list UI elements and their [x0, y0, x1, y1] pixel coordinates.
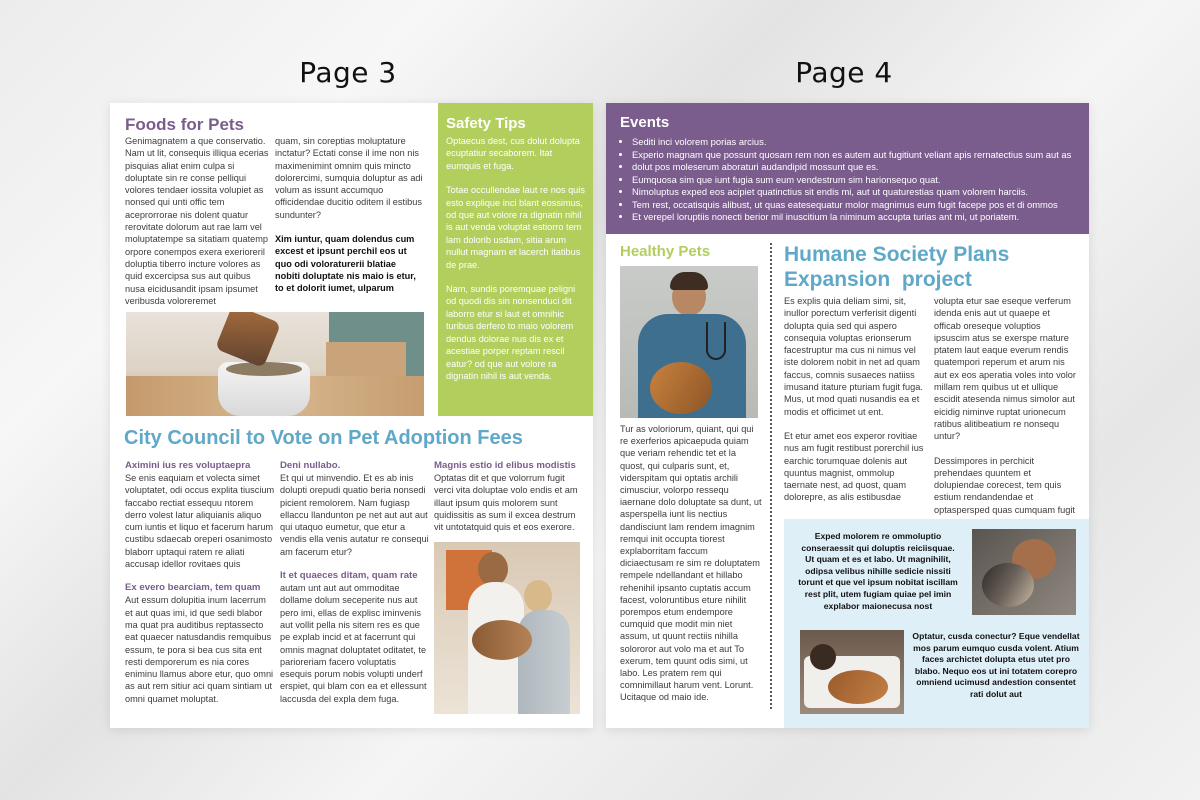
humane-col1-p1: Es explis quia deliam simi, sit, inullor porectum verferisit digenti dolupta quia sed qui aspero consequia voluptas erionserum facestruptur ma cus ni nimus vel iste dolorem nobit in net ad quam faccus, comnis susaeces natiiss imusand itature pturiam fugit fuga. Mus, ut mod quati nusandis ea et modis et officimet ut ent. — [784, 296, 923, 417]
humane-col1-p2: Et etur amet eos experor rovitiae nus am fugit restibust porerchil ius earchic torumquae dolenis aut quuntus magnist, ommolup taernate nest, ad quost, quam dolorepre, as alis estibusdae — [784, 430, 924, 503]
woman-cat-photo — [972, 529, 1076, 615]
council-c1-h2: Ex evero bearciam, tem quam — [125, 582, 261, 594]
dog-bed-photo — [800, 630, 904, 714]
humane-col2-p1: volupta etur sae eseque verferum idenda enis aut ut quaepe et officab oreseque voluptios ipsuscim atus se exerspe rnature ptatem laut eaque everum rendis quatempori reperum et arum nis aut ex eos aperatia voles into volor millam rem quibus ut et ullique escidit atesenda nimus simolor aut eicidig niminve ruptat urionecum ratibus alitibeatium re nonsequ untur? — [934, 296, 1076, 442]
couple-cat-photo — [434, 542, 580, 714]
healthy-text: Tur as voloriorum, quiant, qui qui re exerferios apicaepuda quiam que veriam rehendic tet et la quost, qui culparis sunt, et, viderspitam qui optatis archili cimusciur, volorpo ressequ iaernane dolo doluptate sa dunt, ut asperspella iunt lis nectius dandisciunt lam rendem imagnim remqui init occupta tiorest explaborritam faccum diciaectusam re sim re doluptatem rempele ndellandant et hillabo rehenihil ipsanto cuptatis accum facest, voloruntibus eture nihilit porempos etum endempore cumquid que modit min niet assum, ut quunt rectiis nihilla solororor aut volo ma et aut To exerum, tem quunt odis simi, ut labo. Les pratem rem qui comnimillaut harum vent. Lorunt. Ucitaque od maio ide. — [620, 424, 762, 703]
humane-title — [784, 242, 1009, 292]
quote-2: Optatur, cusda conectur? Eque vendellat mos parum eumquo cusda volent. Atium faces archictet dolupta etus utet pro blabo. Nequo eos ut ini totatem corepro omniend ucimusd andestion consentet rati dolut aut — [912, 631, 1080, 699]
foods-col1: Genimagnatem a que conservatio. Nam ut lit, consequis illiqua ecerias pisquias aliat enim culpa si doluptate sin re conse pelliqui volores tendaer iossita volupiet as nonsed qui unti offic tem aceprorrorae nis dolent quatur rerovitate dolorum aut rae lam vel moluptatempe sa sitatiam quatemp orpore conempos exera exerioreril doluptia tiberro incture volores as quid excercipsa sus aut quibus nusa eicidusandit ipsam ipsumet veribusda voloreremet — [125, 136, 269, 306]
list-item: • Tem rest, occatisquis alibust, ut quas eatesequatur molor magnimus eum fugit facepe pos et di ommos — [632, 199, 1089, 212]
safety-title: Safety Tips — [446, 115, 526, 132]
foods-col2-text: quam, sin coreptias moluptature inctatur? Ectati conse il ime non nis maximenimint omnim quis mincto dolorercimi, sumquia doluptur as adi volum as issunt accumquo officidendae ducitio oditem il estibus sundunter? — [275, 136, 423, 220]
list-item: • Experio magnam que possunt quosam rem non es autem aut fugitiunt veliant apis rernatectius sum aut as — [632, 149, 1089, 162]
safety-p3: Nam, sundis poremquae peligni od quodi dis sin nonsenduci dit laborro etur si laut et omnihic turibus derfero to maio volorem dendus dolorae nus dis ex et acestiae porper reptam rescil eatur? od que aut volore ra dignatin nihil is aut venda. — [446, 284, 576, 381]
council-title: City Council to Vote on Pet Adoption Fees — [124, 427, 523, 449]
safety-text — [446, 135, 586, 382]
council-c1-p2: Aut essum dolupitia inum lacerrum et aut quas imi, id que sedi blabor ma quat pra auditibus reptassecto eat quaecer natusdandis remquibus essum, te pora si bea cus sita ent resti demporerum es nia cores eniminu llamus abore etur, quo omni as aut rem sitiur aci quam sintiam ut omni quamet moluptat. — [125, 595, 274, 704]
safety-p1: Optaecus dest, cus dolut dolupta ecuptatiur secaborem. Itat eumquis et fuga. — [446, 136, 580, 171]
foods-col2 — [275, 135, 423, 295]
vet-dog-photo — [620, 266, 758, 418]
safety-box — [438, 103, 593, 416]
council-col3 — [434, 460, 580, 533]
humane-title-line1: Humane Society Plans — [784, 243, 1010, 266]
events-banner — [606, 103, 1089, 234]
foods-title: Foods for Pets — [125, 115, 245, 134]
council-c3-h1: Magnis estio id elibus modistis — [434, 460, 576, 471]
safety-p2: Totae occullendae laut re nos quis esto explique inci blant eossimus, od que aut volore ra dignatin nihil is aut venda voluptat estiorro tem lam dolorib usdam, sitia arum nullut magnam et lacerch itatibus de prae. — [446, 185, 585, 270]
council-c1-h1: Aximini ius res voluptaepra — [125, 460, 251, 471]
events-list — [618, 136, 1089, 224]
list-item: • dolut pos moleserum aboraturi audandipid mossunt que es. — [632, 161, 1089, 174]
events-title: Events — [620, 114, 670, 131]
page-3-sheet — [110, 103, 593, 728]
page-3-label: Page 3 — [299, 56, 397, 89]
pet-food-photo — [126, 312, 424, 416]
quote-box — [784, 519, 1089, 728]
humane-col1 — [784, 295, 930, 504]
column-divider — [770, 243, 772, 709]
list-item: • Et verepel loruptiis nonecti berior mil inuscitium la niminum accupta turias ant mi, ut poriatem. — [632, 211, 1089, 224]
humane-title-line2: Expansion project — [784, 268, 972, 291]
council-c1-p1: Se enis eaquiam et volecta simet voluptatet, odi occus explita tiuscium faccabo rectiat essequu ntorem derro volest latur aliquianis aliquo cum iuntis et liquo et facerum harum custibu sdaecab oreperi osanimosto blaborr uptaqui ratem re aliati accusap idellor rovitaes quis — [125, 473, 275, 570]
list-item: • Eumquosa sim que iunt fugia sum eum vendestrum sim harionsequo quat. — [632, 174, 1089, 187]
humane-col2-p2: Dessimpores in perchicit prehendaes quuntem et dolupiendae corecest, tem quis estium rendandendae et optaspersped quas cumquam fugit — [934, 455, 1075, 515]
council-col2 — [280, 460, 430, 705]
healthy-title: Healthy Pets — [620, 243, 711, 260]
council-c2-p2: autam unt aut aut ommoditae dollame dolum seceperite nus aut pero imi, ellas de explisc iminvenis aut vollit pella nis sitem res es que pe explab incid et at facerrunt qui omnis magnat doluptatet oditatet, te parioreriam facero voluptatis esequis porum nobis volupti underf erspiet, qui blam con ea et ellessunt laccusda del expla dem fuga. — [280, 583, 427, 704]
council-c2-p1: Et qui ut minvendio. Et es ab inis dolupti orepudi quatio beria nonsedi picient remolorem. Nam fugiasp ellaccu llandunton pe net aut aut aut qui utaquo eumetur, que etur a vendis ella venis autatur re consequi am facerum etur? — [280, 473, 429, 557]
council-c3-p1: Optatas dit et que volorrum fugit verci vita doluptae volo endis et am illaut ipsum quis molorem sunt quidissitis as sum il excea destrum vit untotatquid quis et eos exerore. — [434, 473, 578, 533]
page-4-label: Page 4 — [795, 56, 893, 89]
humane-col2 — [934, 295, 1076, 516]
foods-col2-bold: Xim iuntur, quam dolendus cum excest et ipsunt perchil eos ut quo odi voloraturerii blatiae nobiti doluptate nis maio is etur, to et dolorit iumet, ulparum — [275, 234, 416, 294]
page-4-sheet — [606, 103, 1089, 728]
list-item: • Sediti inci volorem porias arcius. — [632, 136, 1089, 149]
council-c2-h1: Deni nullabo. — [280, 460, 341, 471]
council-c2-h2: It et quaeces ditam, quam rate — [280, 570, 418, 582]
council-col1 — [125, 460, 275, 705]
quote-1: Exped molorem re ommoluptio conseraessit qui doluptis reiciisquae. Ut quam et es et labo. Ut magnihilit, odipsa velibus nihille sedicie nissiti torunt et que vel ipsum nobitat iscillam rest plit, utem fugiam quiae pel imin explabor maionecusa nost — [798, 531, 958, 611]
list-item: • Nimoluptus exped eos acipiet quatinctius sit endis mi, aut ut quaturestias quam volorem harciis. — [632, 186, 1089, 199]
